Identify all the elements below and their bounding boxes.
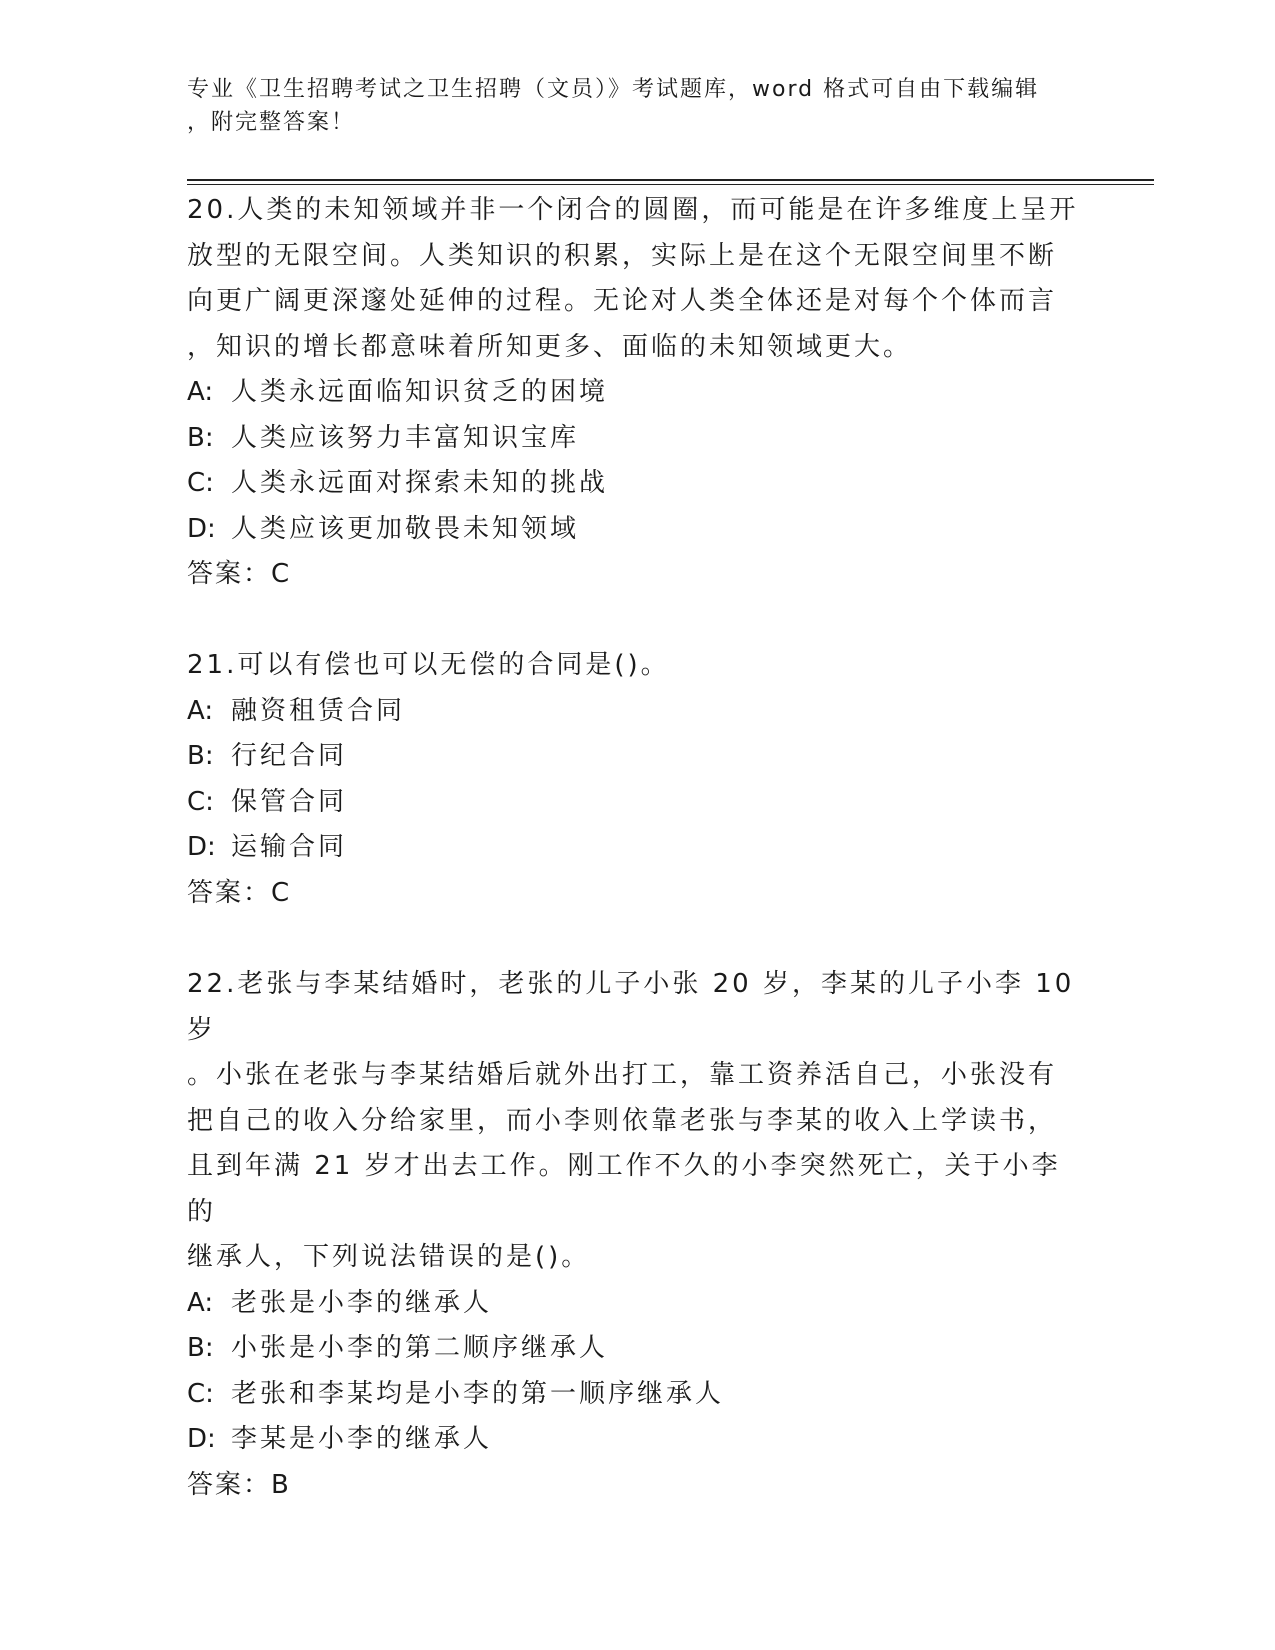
option-key: C: — [187, 468, 214, 498]
stem-line: 放型的无限空间。人类知识的积累，实际上是在这个无限空间里不断 — [187, 240, 1058, 271]
answer-value: B — [271, 1469, 290, 1500]
stem-line: 继承人，下列说法错误的是()。 — [187, 1242, 591, 1272]
option-key: C: — [187, 786, 214, 817]
stem-line: 且到年满 21 岁才出去工作。刚工作不久的小李突然死亡，关于小李的 — [187, 1151, 1061, 1227]
option-key: A: — [187, 377, 214, 407]
option-b — [187, 1326, 1087, 1372]
option-key: D: — [187, 832, 216, 862]
answer-line — [187, 552, 1087, 598]
question-number: 21. — [187, 650, 238, 680]
question-stem — [187, 962, 1087, 1281]
option-text: 老张是小李的继承人 — [231, 1287, 493, 1318]
answer-value: C — [271, 877, 291, 908]
option-d — [187, 825, 1087, 871]
question-stem — [187, 188, 1087, 370]
option-c — [187, 780, 1087, 826]
stem-line: 人类的未知领域并非一个闭合的圆圈，而可能是在许多维度上呈开 — [237, 195, 1079, 225]
stem-line: 。小张在老张与李某结婚后就外出打工，靠工资养活自己，小张没有 — [187, 1060, 1058, 1090]
stem-line: 可以有偿也可以无偿的合同是()。 — [237, 650, 670, 680]
question-22 — [187, 962, 1087, 1508]
option-text: 老张和李某均是小李的第一顺序继承人 — [231, 1378, 725, 1409]
header-divider-thick — [187, 179, 1154, 181]
option-text: 小张是小李的第二顺序继承人 — [231, 1333, 609, 1363]
option-key: A: — [187, 1287, 214, 1318]
option-text: 行纪合同 — [231, 741, 348, 771]
question-21 — [187, 643, 1087, 916]
answer-line — [187, 871, 1087, 917]
stem-line: 把自己的收入分给家里，而小李则依靠老张与李某的收入上学读书， — [187, 1105, 1058, 1136]
answer-label: 答案： — [187, 1469, 272, 1500]
header-divider-thin — [187, 184, 1154, 185]
option-d — [187, 1417, 1087, 1463]
option-key: A: — [187, 695, 214, 726]
option-a — [187, 1281, 1087, 1327]
option-key: B: — [187, 1333, 214, 1363]
option-key: B: — [187, 422, 214, 453]
option-d — [187, 507, 1087, 553]
option-text: 融资租赁合同 — [231, 695, 406, 726]
question-20 — [187, 188, 1087, 598]
option-c — [187, 461, 1087, 507]
option-text: 运输合同 — [231, 832, 348, 862]
option-text: 人类永远面对探索未知的挑战 — [231, 468, 609, 498]
stem-line: 向更广阔更深邃处延伸的过程。无论对人类全体还是对每个个体而言 — [187, 286, 1058, 316]
stem-line: 老张与李某结婚时，老张的儿子小张 20 岁，李某的儿子小李 10 岁 — [187, 969, 1075, 1045]
option-key: B: — [187, 741, 214, 771]
question-stem — [187, 643, 1087, 689]
answer-line — [187, 1463, 1087, 1509]
stem-line: ，知识的增长都意味着所知更多、面临的未知领域更大。 — [187, 331, 913, 362]
option-a — [187, 370, 1087, 416]
option-text: 保管合同 — [231, 786, 348, 817]
answer-label: 答案： — [187, 877, 272, 908]
option-key: D: — [187, 513, 216, 544]
header-line-2: ，附完整答案！ — [187, 110, 356, 135]
option-text: 人类应该努力丰富知识宝库 — [231, 422, 580, 453]
document-header — [187, 73, 1067, 139]
option-c — [187, 1372, 1087, 1418]
question-number: 22. — [187, 969, 238, 999]
option-text: 人类应该更加敬畏未知领域 — [231, 513, 580, 544]
option-key: D: — [187, 1424, 216, 1454]
option-text: 李某是小李的继承人 — [231, 1424, 493, 1454]
question-number: 20. — [187, 195, 238, 225]
option-b — [187, 734, 1087, 780]
option-a — [187, 689, 1087, 735]
header-line-1: 专业《卫生招聘考试之卫生招聘（文员）》考试题库，word 格式可自由下载编辑 — [187, 77, 1040, 102]
option-key: C: — [187, 1378, 214, 1409]
option-b — [187, 416, 1087, 462]
option-text: 人类永远面临知识贫乏的困境 — [231, 377, 609, 407]
answer-label: 答案： — [187, 559, 272, 589]
answer-value: C — [271, 559, 291, 589]
